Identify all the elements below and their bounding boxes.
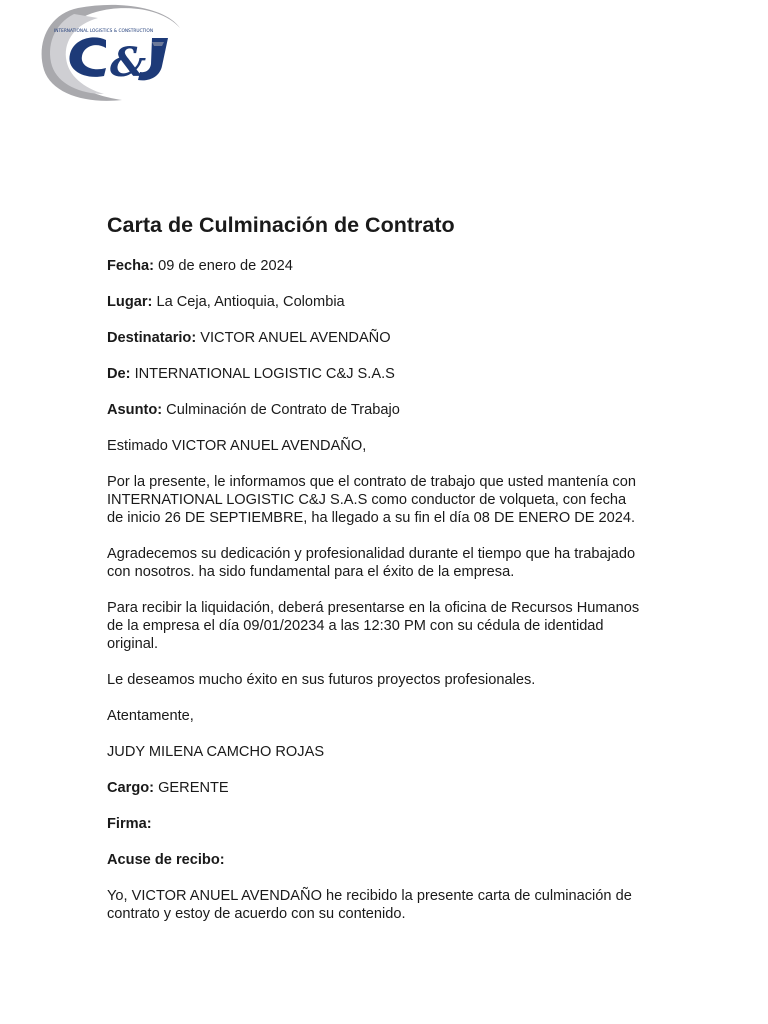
paragraph-line: Por la presente, le informamos que el contrato de trabajo que usted mantenía con: [107, 474, 636, 490]
paragraph-line: Agradecemos su dedicación y profesionalidad durante el tiempo que ha trabajado: [107, 546, 636, 562]
logo-company-text: INTERNATIONAL LOGISTICS & CONSTRUCTION: [54, 29, 154, 34]
field-de: [107, 365, 667, 383]
field-label: Acuse de recibo:: [107, 852, 225, 868]
field-label: Firma:: [107, 816, 152, 832]
field-acuse: [107, 851, 667, 869]
letter-title: Carta de Culminación de Contrato: [107, 213, 455, 237]
field-asunto: [107, 401, 667, 419]
paragraph-wishes: [107, 671, 667, 689]
paragraph-line: Le deseamos mucho éxito en sus futuros proyectos profesionales.: [107, 672, 536, 688]
field-value: GERENTE: [154, 780, 229, 796]
field-label: Fecha:: [107, 258, 155, 274]
field-label: Asunto:: [107, 402, 163, 418]
company-logo: [34, 2, 184, 104]
field-value: VICTOR ANUEL AVENDAÑO: [196, 330, 391, 346]
field-value: La Ceja, Antioquia, Colombia: [152, 294, 345, 310]
field-label: Destinatario:: [107, 330, 197, 346]
paragraph-line: INTERNATIONAL LOGISTIC C&J S.A.S como conductor de volqueta, con fecha: [107, 492, 627, 508]
field-label: De:: [107, 366, 131, 382]
field-firma: [107, 815, 667, 833]
field-label: Lugar:: [107, 294, 153, 310]
paragraph-line: con nosotros. ha sido fundamental para el éxito de la empresa.: [107, 564, 515, 580]
field-label: Cargo:: [107, 780, 155, 796]
field-cargo: [107, 779, 667, 797]
paragraph-thanks: [107, 545, 667, 581]
paragraph-notice: [107, 473, 667, 527]
signer-name: JUDY MILENA CAMCHO ROJAS: [107, 744, 325, 760]
svg-text:&: &: [110, 39, 147, 86]
greeting: Estimado VICTOR ANUEL AVENDAÑO,: [107, 438, 367, 454]
closing: Atentamente,: [107, 708, 194, 724]
paragraph-line: original.: [107, 636, 159, 652]
field-value: 09 de enero de 2024: [154, 258, 293, 274]
paragraph-liquidation: [107, 599, 667, 653]
paragraph-line: de inicio 26 DE SEPTIEMBRE, ha llegado a su fin el día 08 DE ENERO DE 2024.: [107, 510, 636, 526]
letter-body: [107, 212, 667, 941]
paragraph-line: Para recibir la liquidación, deberá presentarse en la oficina de Recursos Humanos: [107, 600, 640, 616]
field-destinatario: [107, 329, 667, 347]
field-value: Culminación de Contrato de Trabajo: [162, 402, 400, 418]
paragraph-acknowledgement: [107, 887, 667, 923]
paragraph-line: contrato y estoy de acuerdo con su contenido.: [107, 906, 406, 922]
field-value: INTERNATIONAL LOGISTIC C&J S.A.S: [130, 366, 395, 382]
field-fecha: [107, 257, 667, 275]
paragraph-line: Yo, VICTOR ANUEL AVENDAÑO he recibido la presente carta de culminación de: [107, 888, 632, 904]
paragraph-line: de la empresa el día 09/01/20234 a las 12:30 PM con su cédula de identidad: [107, 618, 604, 634]
company-logo-graphic: [34, 2, 184, 104]
field-lugar: [107, 293, 667, 311]
